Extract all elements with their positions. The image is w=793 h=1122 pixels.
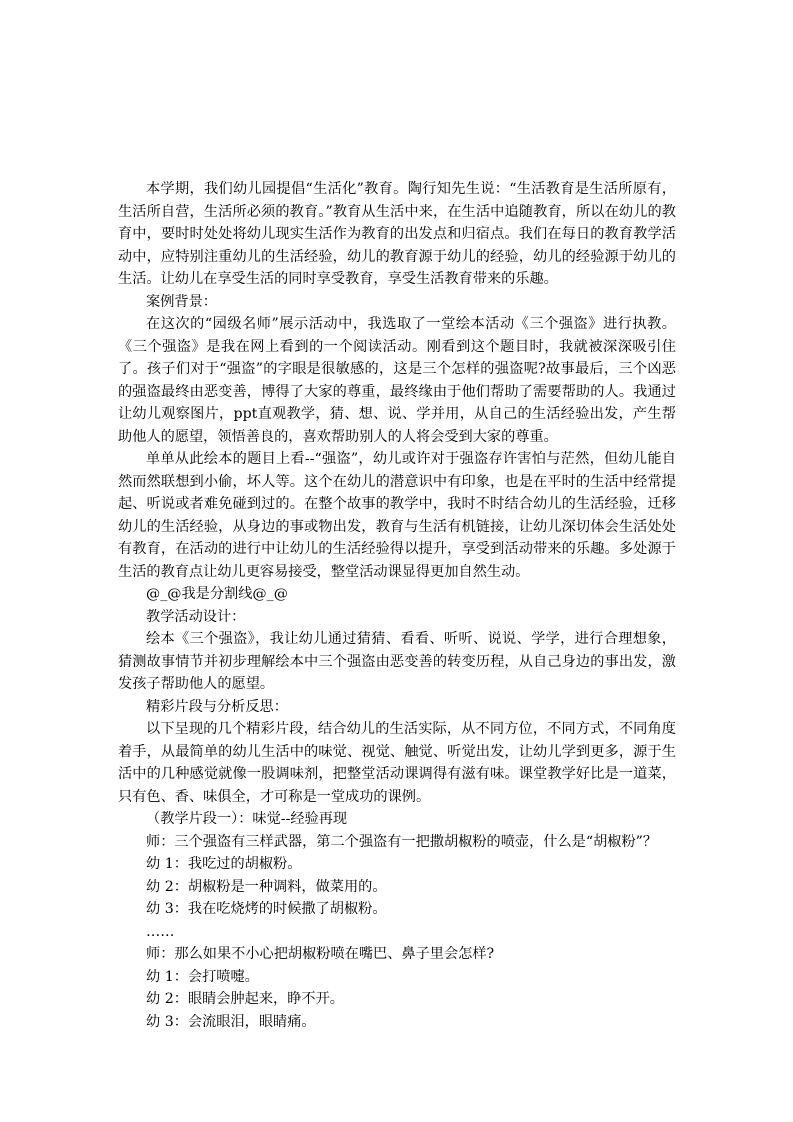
ellipsis-line: …… xyxy=(146,923,175,940)
paragraph-case-background: 在这次的“园级名师”展示活动中，我选取了一堂绘本活动《三个强盗》进行执教。《三个强盗》是我在网上看到的一个阅读活动。刚看到这个题目时，我就被深深吸引住了。孩子们对于“强盗”的字眼是很敏感的，这是三个怎样的强盗呢?故事最后，三个凶恶的强盗最终由恶变善，博得了大家的尊重，最终缘由于他们帮助了需要帮助的人。我通过让幼儿观察图片，ppt直观教学，猜、想、说、学并用，从自己的生活经验出发，产生帮助他人的愿望，领悟善良的，喜欢帮助别人的人将会受到大家的尊重。 xyxy=(118,316,676,445)
dialogue-line: 幼 1：会打喷嚏。 xyxy=(146,968,259,985)
divider-text: @_@我是分割线@_@ xyxy=(146,586,288,602)
dialogue-line: 幼 2：胡椒粉是一种调料，做菜用的。 xyxy=(146,878,387,895)
heading-highlights: 精彩片段与分析反思： xyxy=(146,698,288,715)
dialogue-line: 幼 1：我吃过的胡椒粉。 xyxy=(146,856,302,872)
paragraph-intro: 本学期，我们幼儿园提倡“生活化”教育。陶行知先生说：“生活教育是生活所原有，生活所自营，生活所必须的教育。”教育从生活中来，在生活中追随教育，所以在幼儿的教育中，要时时处处将幼儿现实生活作为教育的出发点和归宿点。我们在每日的教育教学活动中，应特别注重幼儿的生活经验，幼儿的教育源于幼儿的经验，幼儿的经验源于幼儿的生活。让幼儿在享受生活的同时享受教育，享受生活教育带来的乐趣。 xyxy=(118,181,676,287)
dialogue-line: 幼 3：会流眼泪，眼睛痛。 xyxy=(146,1013,316,1030)
dialogue-line: 师：三个强盗有三样武器，第二个强盗有一把撒胡椒粉的喷壶，什么是“胡椒粉”？ xyxy=(146,833,658,850)
document-body xyxy=(118,178,676,1033)
heading-activity-design: 教学活动设计： xyxy=(146,608,246,625)
dialogue-line: 师：那么如果不小心把胡椒粉喷在嘴巴、鼻子里会怎样? xyxy=(146,946,495,962)
paragraph-activity-design: 绘本《三个强盗》，我让幼儿通过猜猜、看看、听听、说说、学学，进行合理想象，猜测故事情节并初步理解绘本中三个强盗由恶变善的转变历程，从自己身边的事出发，激发孩子帮助他人的愿望。 xyxy=(118,631,676,692)
paragraph-title-analysis: 单单从此绘本的题目上看--“强盗”，幼儿或许对于强盗存许害怕与茫然，但幼儿能自然而然联想到小偷，坏人等。这个在幼儿的潜意识中有印象，也是在平时的生活中经常提起、听说或者难免碰到过的。在整个故事的教学中，我时不时结合幼儿的生活经验，迁移幼儿的生活经验，从身边的事或物出发，教育与生活有机链接，让幼儿深切体会生活处处有教育，在活动的进行中让幼儿的生活经验得以提升，享受到活动带来的乐趣。多处源于生活的教育点让幼儿更容易接受，整堂活动课显得更加自然生动。 xyxy=(118,451,676,580)
heading-case-background: 案例背景： xyxy=(146,293,217,310)
paragraph-highlights: 以下呈现的几个精彩片段，结合幼儿的生活实际，从不同方位，不同方式，不同角度着手，从最简单的幼儿生活中的味觉、视觉、触觉、听觉出发，让幼儿学到更多，源于生活中的几种感觉就像一股调味剂，把整堂活动课调得有滋有味。课堂教学好比是一道菜，只有色、香、味俱全，才可称是一堂成功的课例。 xyxy=(118,721,676,805)
heading-segment-one: （教学片段一）：味觉--经验再现 xyxy=(146,811,348,827)
dialogue-line: 幼 2：眼睛会肿起来，睁不开。 xyxy=(146,991,344,1007)
dialogue-line: 幼 3：我在吃烧烤的时候撒了胡椒粉。 xyxy=(146,901,387,917)
